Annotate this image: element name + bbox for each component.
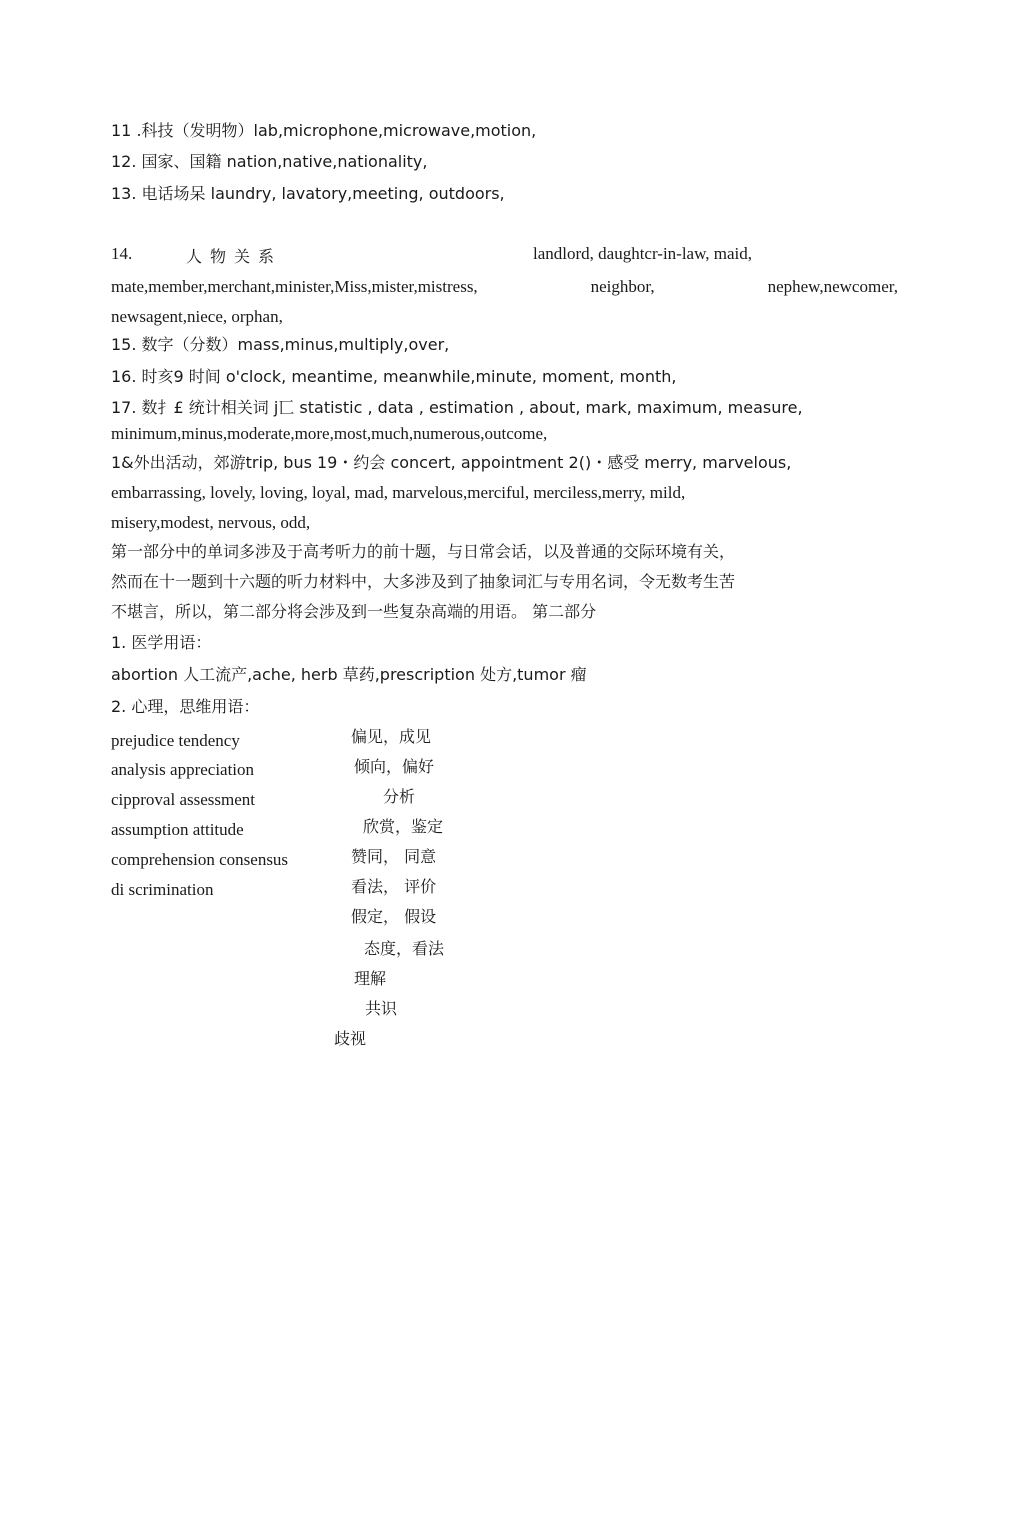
chinese-term: 分析 bbox=[383, 787, 416, 806]
line-14-number: 14. bbox=[111, 244, 133, 263]
english-term: di scrimination bbox=[111, 880, 214, 899]
english-term: cipproval assessment bbox=[111, 790, 255, 809]
line-14-words: landlord, daughtcr-in-law, maid, bbox=[533, 244, 753, 263]
line-14-category: 人物关系 bbox=[186, 247, 283, 266]
chinese-term: 赞同， 同意 bbox=[351, 847, 437, 866]
chinese-term: 倾向，偏好 bbox=[354, 757, 435, 776]
line-17-statistics: 17. 数扌£ 统计相关词 j匸 statistic , data , estimation , about, mark, maximum, measure, bbox=[111, 398, 803, 417]
english-term: comprehension consensus bbox=[111, 850, 289, 869]
section-2-heading: 2. 心理，思维用语： bbox=[111, 697, 260, 716]
line-14-continued bbox=[111, 277, 898, 297]
paragraph-line-2: 然而在十一题到十六题的听力材料中，大多涉及到了抽象词汇与专用名词，令无数考生苦 bbox=[111, 572, 736, 591]
chinese-term: 偏见，成见 bbox=[351, 727, 432, 746]
english-term: analysis appreciation bbox=[111, 760, 255, 779]
line-12-nation: 12. 国家、国籍 nation,native,nationality, bbox=[111, 152, 428, 171]
line-14-end: newsagent,niece, orphan, bbox=[111, 307, 283, 326]
chinese-term: 态度，看法 bbox=[364, 939, 445, 958]
chinese-term: 歧视 bbox=[334, 1029, 367, 1048]
chinese-term: 假定， 假设 bbox=[351, 907, 437, 926]
line-11-tech: 11 .科技（发明物）lab,microphone,microwave,motion, bbox=[111, 121, 537, 140]
line-13-phone: 13. 电话场呆 laundry, lavatory,meeting, outdoors, bbox=[111, 184, 505, 203]
line-18-end: misery,modest, nervous, odd, bbox=[111, 513, 311, 532]
english-term: prejudice tendency bbox=[111, 731, 240, 750]
chinese-term: 共识 bbox=[365, 999, 398, 1018]
line-14-continued-c: nephew,newcomer, bbox=[767, 277, 898, 296]
line-18-feelings: embarrassing, lovely, loving, loyal, mad, marvelous,merciful, merciless,merry, mild, bbox=[111, 483, 686, 502]
paragraph-line-1: 第一部分中的单词多涉及于高考听力的前十题，与日常会话，以及普通的交际环境有关， bbox=[111, 542, 736, 561]
section-1-terms: abortion 人工流产,ache, herb 草药,prescription 处方,tumor 瘤 bbox=[111, 665, 587, 684]
line-17-continued: minimum,minus,moderate,more,most,much,numerous,outcome, bbox=[111, 424, 548, 443]
chinese-term: 欣赏，鉴定 bbox=[363, 817, 444, 836]
line-15-numbers: 15. 数字（分数）mass,minus,multiply,over, bbox=[111, 335, 450, 354]
chinese-term: 理解 bbox=[354, 969, 387, 988]
line-16-time: 16. 时亥9 时间 o'clock, meantime, meanwhile,minute, moment, month, bbox=[111, 367, 677, 386]
paragraph-line-3: 不堪言，所以，第二部分将会涉及到一些复杂高端的用语。 第二部分 bbox=[111, 602, 597, 621]
line-18-activities: 1&外出活动，郊游trip, bus 19・约会 concert, appointment 2()・感受 merry, marvelous, bbox=[111, 453, 792, 472]
english-term: assumption attitude bbox=[111, 820, 244, 839]
line-14-continued-b: neighbor, bbox=[590, 277, 655, 296]
section-1-heading: 1. 医学用语： bbox=[111, 633, 212, 652]
chinese-term: 看法， 评价 bbox=[351, 877, 437, 896]
line-14-continued-a: mate,member,merchant,minister,Miss,mister,mistress, bbox=[111, 277, 478, 296]
